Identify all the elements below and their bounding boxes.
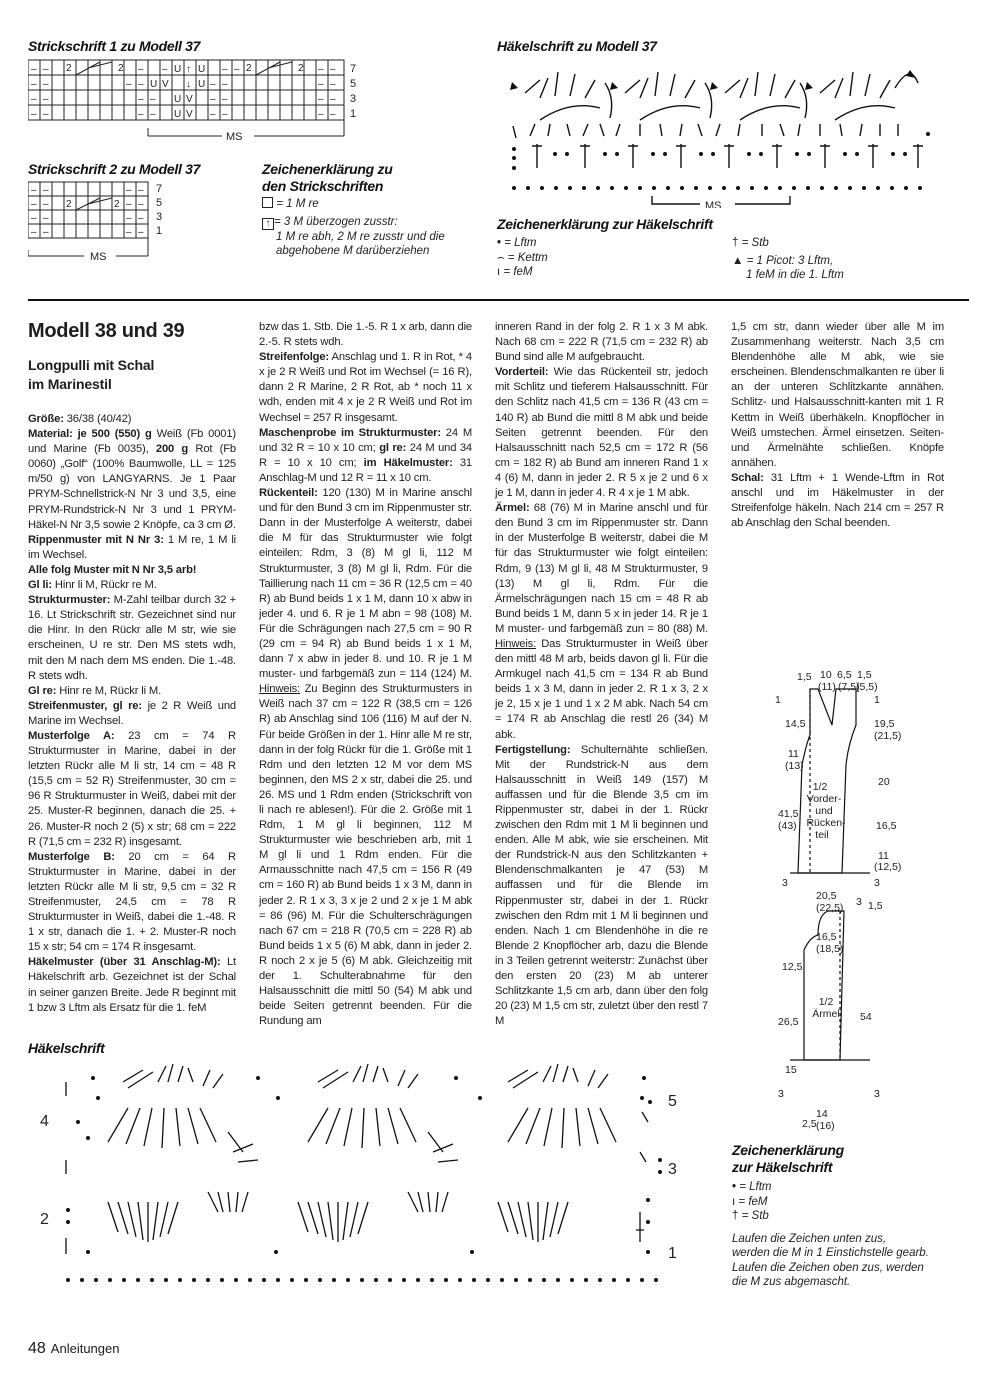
- svg-text:(16): (16): [816, 1120, 835, 1132]
- svg-text:–: –: [210, 79, 216, 90]
- svg-text:MS: MS: [90, 251, 107, 263]
- svg-text:1/2: 1/2: [818, 996, 834, 1008]
- crochet-legend-title: Zeichenerklärung zur Häkelschrift: [497, 216, 713, 232]
- bottom-crochet-title: Häkelschrift: [28, 1040, 105, 1056]
- svg-text:–: –: [138, 227, 144, 238]
- chain-icon: •: [497, 237, 502, 249]
- svg-text:–: –: [162, 64, 168, 75]
- svg-text:–: –: [31, 64, 37, 75]
- page-footer: [28, 1340, 119, 1358]
- single-crochet-icon: ı: [732, 1195, 736, 1208]
- svg-text:–: –: [43, 199, 49, 210]
- svg-text:3: 3: [782, 877, 788, 889]
- svg-text:(12,5): (12,5): [874, 861, 902, 873]
- knit-stitch-icon: [262, 197, 273, 208]
- svg-text:und: und: [815, 805, 833, 817]
- svg-text:V: V: [186, 94, 193, 105]
- svg-text:(7,5): (7,5): [838, 681, 860, 693]
- svg-text:–: –: [330, 94, 336, 105]
- svg-text:41,5: 41,5: [778, 808, 799, 820]
- svg-text:–: –: [31, 185, 37, 196]
- svg-text:–: –: [222, 109, 228, 120]
- svg-text:3: 3: [856, 896, 862, 908]
- svg-text:–: –: [43, 185, 49, 196]
- svg-text:54: 54: [860, 1011, 872, 1023]
- svg-text:–: –: [43, 227, 49, 238]
- svg-text:2: 2: [118, 63, 124, 74]
- row-number: 3: [668, 1161, 677, 1178]
- svg-text:–: –: [43, 213, 49, 224]
- svg-text:1,5: 1,5: [857, 669, 872, 681]
- svg-text:2: 2: [114, 199, 120, 210]
- svg-text:10: 10: [820, 669, 832, 681]
- bottom-legend: • = Lftm ı = feM † = Stb Laufen die Zeichen unten zus, werden die M in 1 Einstichstelle gearb. Laufen die Zeichen oben zus, werden die M zus abgemascht.: [732, 1181, 929, 1288]
- svg-text:–: –: [126, 199, 132, 210]
- svg-text:↓: ↓: [186, 79, 191, 90]
- svg-text:12,5: 12,5: [782, 961, 803, 973]
- crochet-chart-top: [500, 58, 940, 208]
- svg-text:U: U: [174, 109, 182, 120]
- svg-text:–: –: [43, 64, 49, 75]
- svg-text:–: –: [330, 109, 336, 120]
- article-title: Modell 38 und 39: [28, 320, 185, 342]
- svg-text:20,5: 20,5: [816, 890, 837, 902]
- svg-text:–: –: [138, 199, 144, 210]
- double-crochet-icon: †: [732, 1210, 739, 1222]
- knit-legend-title: Zeichenerklärung zu den Strickschriften: [262, 161, 393, 194]
- article-subtitle: Longpulli mit Schal im Marinestil: [28, 357, 155, 392]
- svg-text:–: –: [222, 94, 228, 105]
- knit-chart-2-title: Strickschrift 2 zu Modell 37: [28, 161, 201, 177]
- svg-text:–: –: [210, 109, 216, 120]
- svg-text:–: –: [222, 64, 228, 75]
- svg-text:20: 20: [878, 776, 890, 788]
- svg-text:–: –: [150, 109, 156, 120]
- svg-text:–: –: [318, 109, 324, 120]
- svg-text:–: –: [138, 109, 144, 120]
- crochet-legend-left: • = Lftm ⌢ = Kettm ı = feM: [497, 237, 548, 278]
- svg-text:–: –: [138, 64, 144, 75]
- svg-text:2: 2: [66, 199, 72, 210]
- svg-text:V: V: [162, 79, 169, 90]
- svg-text:1: 1: [874, 694, 880, 706]
- svg-text:–: –: [138, 79, 144, 90]
- crochet-chart-title: Häkelschrift zu Modell 37: [497, 38, 657, 54]
- svg-text:U: U: [174, 64, 182, 75]
- svg-text:11: 11: [878, 850, 889, 862]
- svg-text:–: –: [43, 79, 49, 90]
- svg-text:–: –: [210, 94, 216, 105]
- svg-text:(13): (13): [785, 760, 804, 772]
- knit-chart-2: [28, 180, 178, 265]
- svg-text:(18,5): (18,5): [816, 943, 844, 955]
- svg-text:–: –: [318, 94, 324, 105]
- svg-text:teil: teil: [815, 829, 829, 841]
- ms-label: MS: [226, 131, 243, 143]
- garment-schematic: [770, 665, 910, 1135]
- svg-text:↑: ↑: [186, 64, 191, 75]
- svg-text:(43): (43): [778, 820, 797, 832]
- svg-text:11: 11: [788, 748, 799, 760]
- ms-label: MS: [705, 200, 722, 208]
- svg-text:U: U: [150, 79, 158, 90]
- svg-text:–: –: [31, 199, 37, 210]
- svg-text:–: –: [318, 64, 324, 75]
- svg-text:–: –: [126, 227, 132, 238]
- article-column-2: bzw das 1. Stb. Die 1.-5. R 1 x arb, dann die 2.-5. R stets wdh. Streifenfolge: Anschlag und 1. R in Rot, * 4 x je 2 R Weiß und Rot im Wechsel (= 16 R), dann 2 R Marine, 2 R Rot, ab * noch 11 x wdh, enden mit 4 x je 2 R Weiß und Rot im Wechsel = 257 R insgesamt. Maschenprobe im Strukturmuster: 24 M und 32 R = 10 x 10 cm; gl re: 24 M und 34 R = 10 x 10 cm; im Häkelmuster: 31 Anschlag-M und 12 R = 11 x 10 cm. Rückenteil: 120 (130) M in Marine anschl und für den Bund 3 cm im Rippenmuster str. Dann in der Musterfolge A weiterstr, dabei die M für das Strukturmuster wie folgt einteilen: Rdm, 3 (8) M gl li, 112 M Strukturmuster, 3 (8) M gl li, Rdm. Für die Taillierung nach 11 cm = 36 R (12,5 cm = 40 R) ab Bund beids 1 x 1 M, dann 10 x abw in jeder 4. und 6. R je 1 M abn = 98 (108) M. Für die Schrägungen nach 27,5 cm = 90 R (29 cm = 94 R) ab Bund beids 1 x 1 M, dann 7 x abw in jeder 8. und 10. R je 1 M muster- und farbgemäß zun = 114 (124) M. Hinweis: Zu Beginn des Strukturmusters in Weiß nach 37 cm = 122 R (38,5 cm = 126 R) ab Anschlag sind 106 (116) M auf der N. Für beide Größen in der 1. Hinr alle M re str, dann in der folg Rückr für die 1. Größe mit 1 Rdm und den letzten 12 M vor dem MS beginnen, den MS 2 x str, dabei die 25. und 26. MS und 1 Rdm enden (Strickschrift von li nach re ablesen!). Für die 2. Größe mit 1 Rdm, 1 M gl li beginnen, 112 M Strukturmuster wie beschrieben arb, mit 1 M gl li und 1 Rdm enden. Für die Armausschnitte nach 47,5 cm = 156 R (49 cm = 160 R) ab Bund beids 1 x 3 M, dann in jeder 2. R 1 x 3, 3 x je 2 und 2 x je 1 M abk = 86 (96) M. Für die Schulterschrägungen nach 67 cm = 218 R (70,5 cm = 228 R) ab Bund beids 1 x 5 (6) M abk, dann in jeder 2. R noch 2 x je 5 (6) M abk. Gleichzeitig mit der 1. Schulterabnahme für den Halsausschnitt die mittl 50 (54) M abk und beide Seiten getrennt beenden. Für die Rundung am: [259, 321, 472, 1028]
- svg-text:–: –: [138, 94, 144, 105]
- page-number: 48: [28, 1340, 46, 1357]
- svg-text:2,5: 2,5: [802, 1118, 817, 1130]
- crochet-legend-right: † = Stb ▲ = 1 Picot: 3 Lftm, 1 feM in die 1. Lftm: [732, 237, 844, 281]
- svg-text:–: –: [222, 79, 228, 90]
- knit-chart-1-title: Strickschrift 1 zu Modell 37: [28, 38, 201, 54]
- svg-text:7: 7: [156, 183, 163, 195]
- svg-text:(11): (11): [818, 681, 836, 693]
- row-number: 1: [668, 1245, 677, 1262]
- svg-text:16,5: 16,5: [876, 820, 897, 832]
- svg-text:2: 2: [66, 63, 72, 74]
- knit-legend: = 1 M re ↑ = 3 M überzogen zusstr: 1 M re abh, 2 M re zusstr und die abgehobene M darüberziehen: [262, 197, 445, 259]
- svg-text:–: –: [31, 94, 37, 105]
- svg-text:–: –: [43, 94, 49, 105]
- svg-text:–: –: [31, 227, 37, 238]
- svg-text:5: 5: [156, 197, 163, 209]
- svg-text:–: –: [126, 79, 132, 90]
- svg-text:1,5: 1,5: [797, 671, 812, 683]
- picot-icon: ▲: [732, 254, 744, 267]
- row-number: 2: [40, 1211, 49, 1228]
- bottom-legend-title: Zeichenerklärung zur Häkelschrift: [732, 1142, 844, 1175]
- svg-text:–: –: [234, 64, 240, 75]
- row-number: 4: [40, 1113, 49, 1130]
- svg-text:U: U: [198, 79, 206, 90]
- svg-text:1: 1: [775, 694, 781, 706]
- svg-text:15: 15: [785, 1064, 797, 1076]
- svg-text:1/2: 1/2: [812, 781, 828, 793]
- svg-text:U: U: [174, 94, 182, 105]
- article-column-3: inneren Rand in der folg 2. R 1 x 3 M abk. Nach 68 cm = 222 R (71,5 cm = 232 R) ab Bund sind alle M aufgebraucht. Vorderteil: Wie das Rückenteil str, jedoch mit Schlitz und tieferem Halsausschnitt. Für den Schlitz nach 41,5 cm = 136 R (43 cm = 140 R) ab Bund die mittl 8 M abk und beide Seiten getrennt beenden. Für den Halsausschnitt nach 52,5 cm = 172 R (56 cm = 182 R) ab Bund am inneren Rand 1 x 4 (6) M, dann in jeder 2. R 5 x je 2 und 6 x je 1 M, dann in jeder 4. R 4 x je 1 M abk. Ärmel: 68 (76) M in Marine anschl und für den Bund 3 cm im Rippenmuster str. Dann in der Musterfolge B weiterstr, dabei die M für das Strukturmuster wie folgt einteilen: Rdm, 9 (13) M gl li, 48 M Strukturmuster, 9 (13) M gl li, Rdm. Für die Ärmelschrägungen nach 15 cm = 48 R ab Bund beids 1 M, dann 5 x in jeder 14. R je 1 M muster- und farbgemäß zun = 80 (88) M. Hinweis: Das Strukturmuster in Weiß über den mittl 48 M arb, beids davon gl li. Für die Armkugel nach 41,5 cm = 134 R ab Bund beids 1 x 3 M, dann in jeder 2. R 1 x 3, 2 x je 2, 15 x je 1 und 1 x 2 M abk. Nach 54 cm = 174 R ab Anschlag die restl 26 (34) M abk. Fertigstellung: Schulternähte schließen. Mit der Rundstrick-N aus dem Halsausschnitt in Weiß 149 (157) M auffassen und für die Blende 3,5 cm im Rippenmuster str, dabei in der 1. Rückr zwischen den Rdm mit 1 M li beginnen und enden. Alle M abk, wie sie erscheinen. Mit der Rundstrick-N aus den Schlitzkanten + Blendenschmalkanten je 47 (53) M auffassen und für die Blende im Rippenmuster str, dabei in der 1. Rückr zwischen den Rdm mit 1 M li beginnen und enden. Nach 1 cm Blendenhöhe in die re Blende 2 Knopflöcher arb, dazu die Blende in 3 Teilen getrennt weiterstr: Zunächst über den ersten 20 (23) M ab unterer Schlitzkante 1,5 cm arb, dann über den folg 20 (23) M 1,5 cm str, zuletzt über den restl 7 M: [495, 321, 708, 1028]
- svg-text:–: –: [150, 94, 156, 105]
- double-crochet-icon: †: [732, 237, 739, 249]
- row-number: 3: [350, 93, 357, 105]
- svg-text:3: 3: [874, 877, 880, 889]
- chain-icon: •: [732, 1181, 737, 1193]
- svg-text:3: 3: [156, 211, 163, 223]
- svg-text:Vorder-: Vorder-: [806, 793, 842, 805]
- svg-text:–: –: [31, 109, 37, 120]
- svg-text:19,5: 19,5: [874, 718, 895, 730]
- svg-text:1: 1: [156, 225, 163, 237]
- knit-chart-1: [28, 58, 368, 148]
- svg-text:Ärmel: Ärmel: [812, 1008, 840, 1020]
- svg-text:–: –: [330, 79, 336, 90]
- svg-text:–: –: [318, 79, 324, 90]
- slip-stitch-icon: ⌢: [497, 251, 505, 264]
- svg-text:3: 3: [874, 1088, 880, 1100]
- svg-text:1,5: 1,5: [868, 900, 883, 912]
- svg-text:–: –: [126, 213, 132, 224]
- svg-text:–: –: [126, 185, 132, 196]
- svg-text:(21,5): (21,5): [874, 730, 902, 742]
- section-name: Anleitungen: [50, 1341, 120, 1356]
- svg-text:2: 2: [246, 63, 252, 74]
- row-number: 5: [350, 78, 357, 90]
- row-number: 1: [350, 108, 357, 120]
- row-number: 7: [350, 63, 357, 75]
- svg-text:16,5: 16,5: [816, 931, 837, 943]
- svg-text:–: –: [330, 64, 336, 75]
- article-column-4: 1,5 cm str, dann wieder über alle M im Zusammenhang weiterstr. Nach 3,5 cm Blendenhöhe alle M abk, wie sie erscheinen. Blendenschmalkanten re über li an der unteren Schlitzkante annähen. Schlitz- und Halsausschnitt-kanten mit 1 R Kettm in Weiß überhäkeln. Knopflöcher in Weiß umstechen. Ärmel einsetzen. Seiten- und Ärmelnähte schließen. Knöpfe annähen. Schal: 31 Lftm + 1 Wende-Lftm in Rot anschl und im Häkelmuster in der Streifenfolge häkeln. Nach 214 cm = 257 R ab Anschlag den Schal beenden.: [731, 321, 944, 530]
- svg-text:(5,5): (5,5): [856, 681, 878, 693]
- crochet-chart-bottom: [28, 1062, 718, 1292]
- svg-text:14,5: 14,5: [785, 718, 806, 730]
- svg-text:Rücken-: Rücken-: [806, 817, 846, 829]
- svg-text:(22,5): (22,5): [816, 902, 844, 914]
- section-divider: [28, 299, 969, 301]
- svg-text:–: –: [43, 109, 49, 120]
- row-number: 5: [668, 1093, 677, 1110]
- svg-text:6,5: 6,5: [837, 669, 852, 681]
- svg-text:26,5: 26,5: [778, 1016, 799, 1028]
- svg-text:3: 3: [778, 1088, 784, 1100]
- svg-text:–: –: [31, 79, 37, 90]
- svg-text:–: –: [138, 213, 144, 224]
- svg-text:2: 2: [298, 63, 304, 74]
- svg-text:14: 14: [816, 1108, 828, 1120]
- svg-text:–: –: [138, 185, 144, 196]
- single-crochet-icon: ı: [497, 266, 501, 278]
- article-column-1: Modell 38 und 39 Longpulli mit Schal im Marinestil Größe: 36/38 (40/42) Material: je 500 (550) g Weiß (Fb 0001) und Marine (Fb 0035), 200 g Rot (Fb 0060) „Golf“ (100% Baumwolle, LL = 125 m/50 g) von LANGYARNS. Je 1 Paar PRYM-Schnellstrick-N Nr 3 und 3,5, eine PRYM-Rundstrick-N Nr 3 und 1 PRYM-Häkel-N Nr 3,5 sowie 2 Knöpfe, ca 3 cm Ø. Rippenmuster mit N Nr 3: 1 M re, 1 M li im Wechsel. Alle folg Muster mit N Nr 3,5 arb! Gl li: Hinr li M, Rückr re M. Strukturmuster: M-Zahl teilbar durch 32 + 16. Lt Strickschrift str. Gezeichnet sind nur die Hinr. In den Rückr alle M str, wie sie erscheinen, U re str. Den MS stets wdh, mit den M nach dem MS enden. Die 1.-48. R stets wdh. Gl re: Hinr re M, Rückr li M. Streifenmuster, gl re: je 2 R Weiß und Marine im Wechsel. Musterfolge A: 23 cm = 74 R Strukturmuster in Marine, dabei in der letzten Rückr alle M li str, 14 cm = 48 R (15,5 cm = 52 R) Streifenmuster, 30 cm = 96 R Strukturmuster in Weiß, dabei mit der 25. Muster-R beginnen, danach die 25. + 26. Muster-R noch 2 (5) x str; 68 cm = 222 R (71,5 cm = 232 R) insgesamt. Musterfolge B: 20 cm = 64 R Strukturmuster in Marine, dabei in der letzten Rückr alle M li str, 9,5 cm = 32 R Streifenmuster, 24,5 cm = 78 R Strukturmuster in Weiß, dabei die 1.-48. R 1 x str, danach die 1. + 2. Muster-R noch 15 x str; 54 cm = 174 R insgesamt. Häkelmuster (über 31 Anschlag-M): Lt Häkelschrift arb. Gezeichnet ist der Schal in seiner ganzen Breite. Jede R beginnt mit 1 bzw 3 Lftm als Ersatz für die 1. feM: [28, 320, 237, 1014]
- svg-text:–: –: [31, 213, 37, 224]
- svg-text:V: V: [186, 109, 193, 120]
- svg-text:U: U: [198, 64, 206, 75]
- decrease-icon: ↑: [262, 218, 274, 230]
